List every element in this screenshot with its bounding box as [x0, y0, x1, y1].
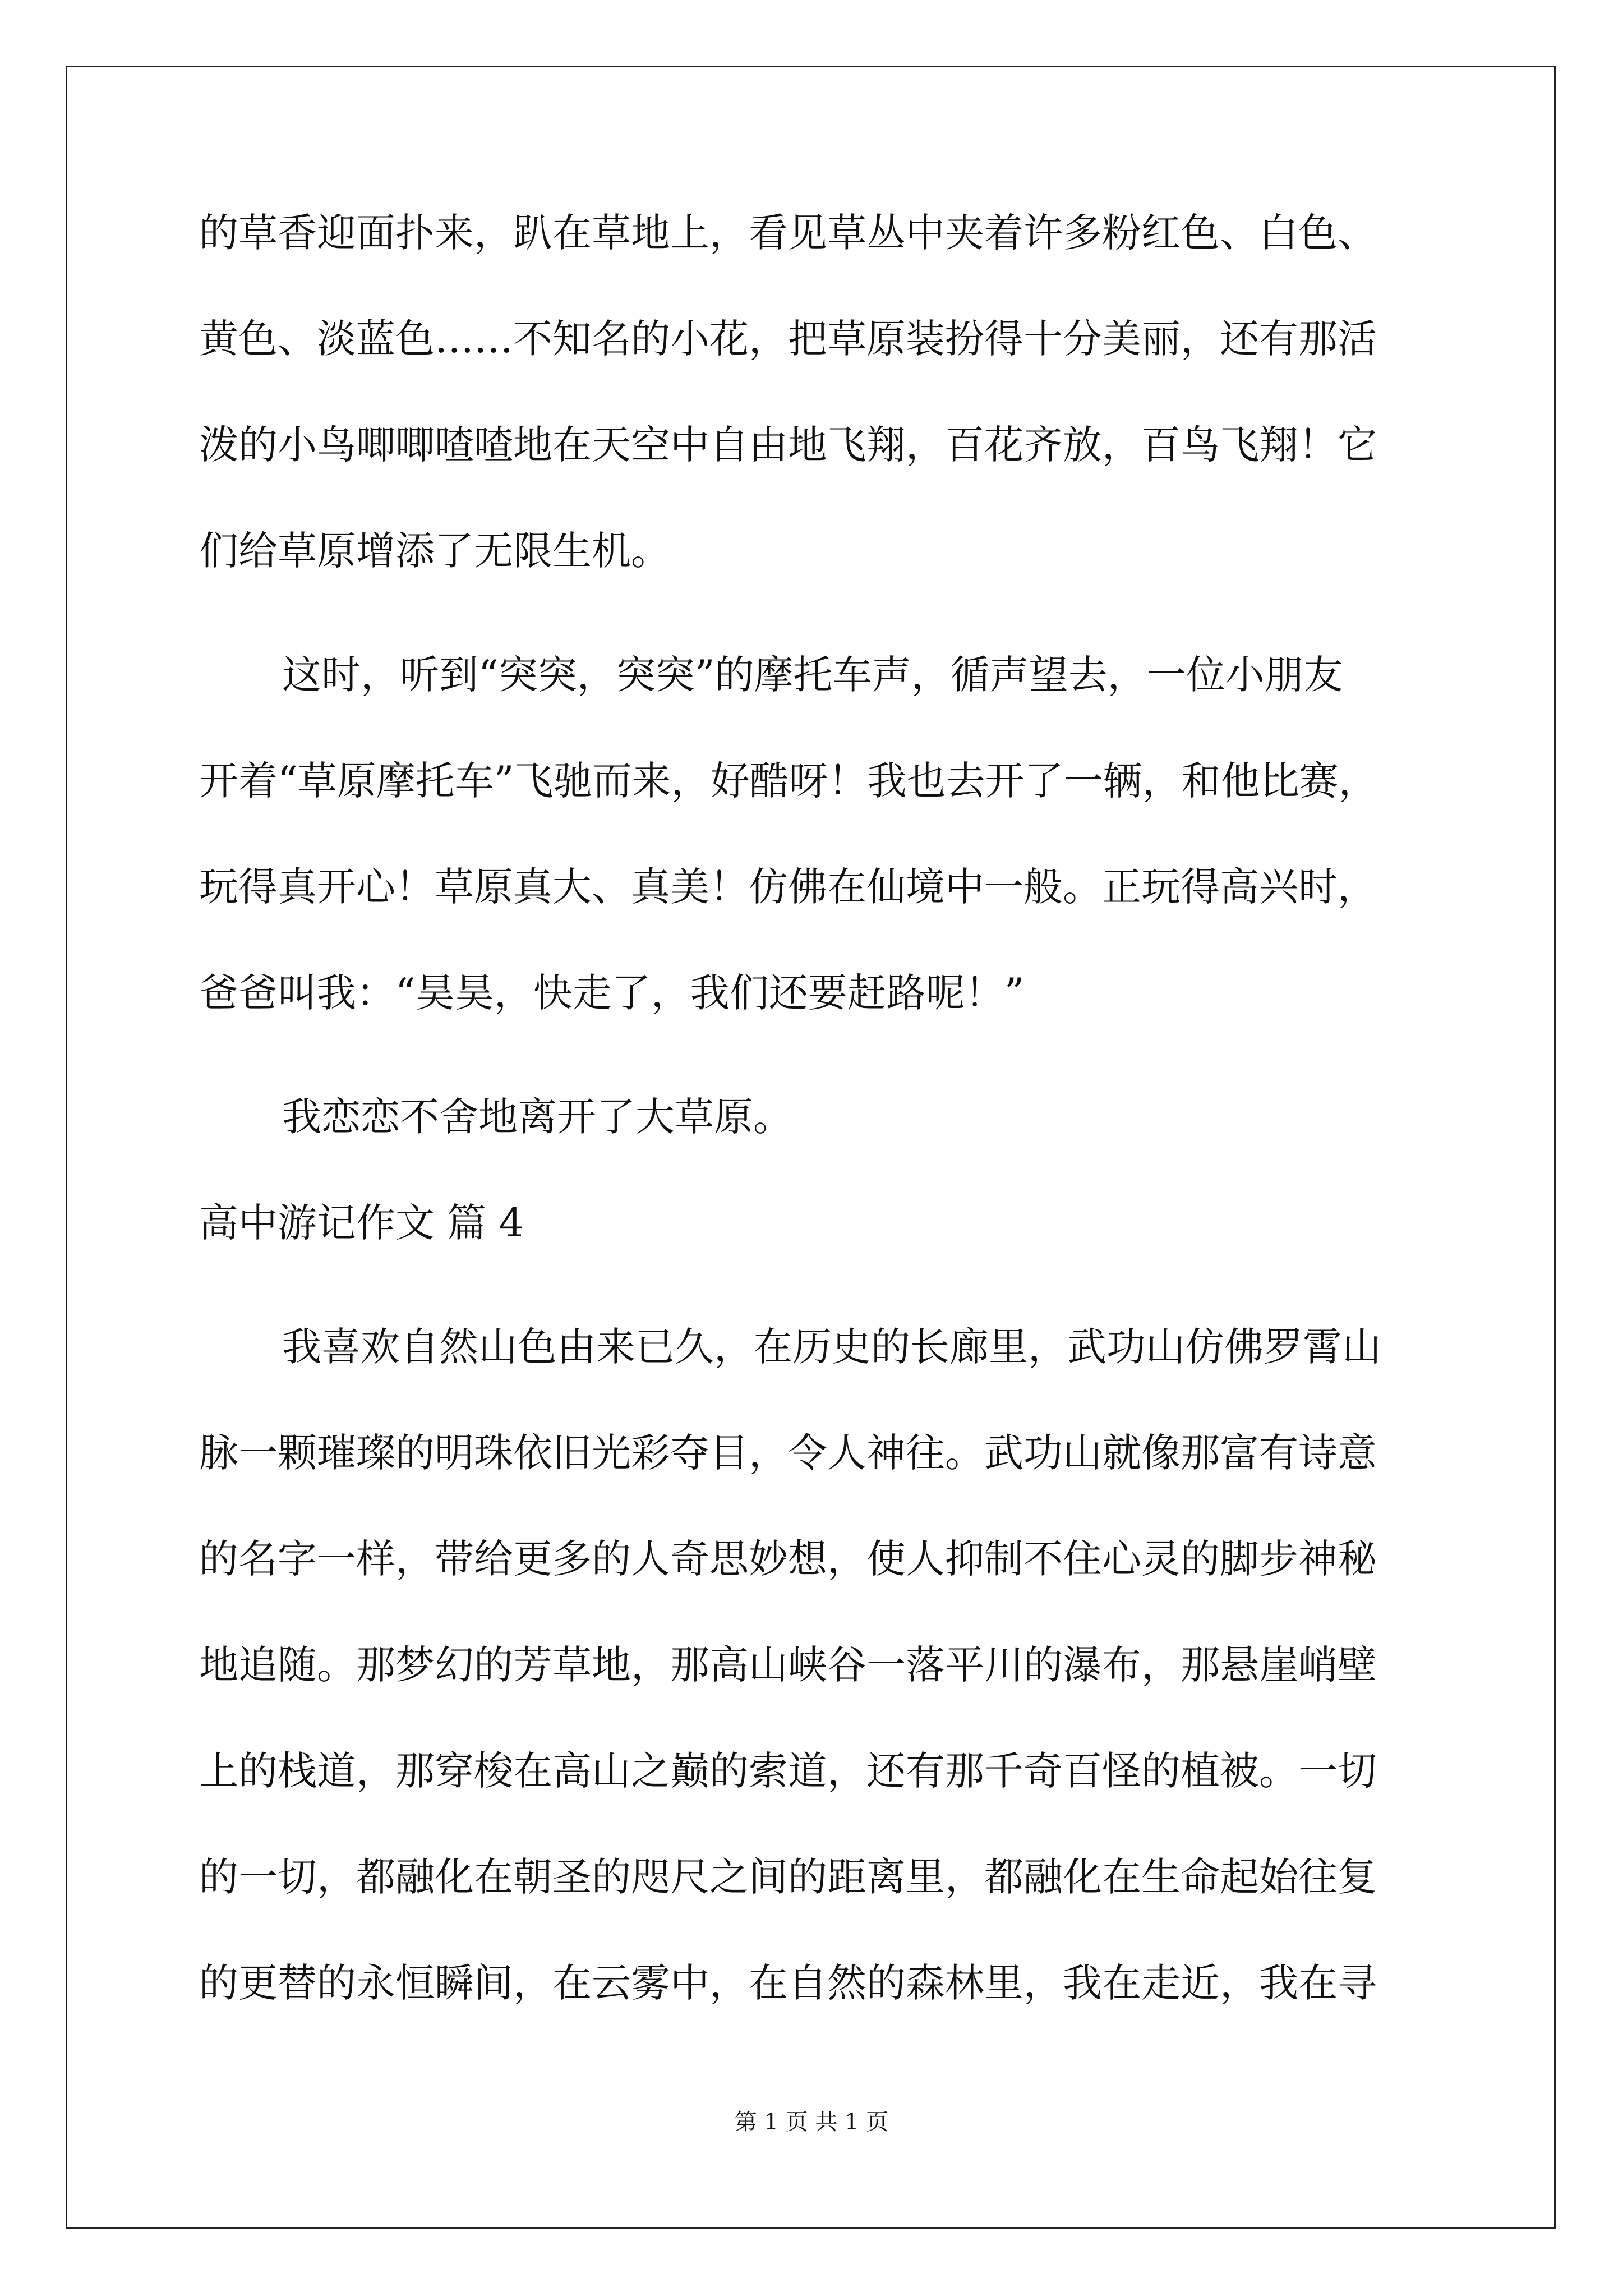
paragraph-line: 我喜欢自然山色由来已久，在历史的长廊里，武功山仿佛罗霄山: [282, 1324, 1381, 1370]
paragraph-line: 的更替的永恒瞬间，在云雾中，在自然的森林里，我在走近，我在寻: [199, 1960, 1377, 2006]
paragraph-line: 开着“草原摩托车”飞驰而来，好酷呀！我也去开了一辆，和他比赛，: [199, 758, 1378, 804]
page-number-footer: 第 1 页 共 1 页: [734, 2109, 889, 2135]
paragraph-line: 的一切，都融化在朝圣的咫尺之间的距离里，都融化在生命起始往复: [199, 1854, 1377, 1900]
paragraph-line: 地追随。那梦幻的芳草地，那高山峡谷一落平川的瀑布，那悬崖峭壁: [199, 1642, 1377, 1688]
paragraph-line: 的名字一样，带给更多的人奇思妙想，使人抑制不住心灵的脚步神秘: [199, 1536, 1377, 1582]
page-border: [66, 66, 1556, 2229]
paragraph-line: 泼的小鸟唧唧喳喳地在天空中自由地飞翔，百花齐放，百鸟飞翔！它: [199, 422, 1377, 468]
section-heading: 高中游记作文 篇 4: [199, 1200, 524, 1246]
paragraph-line: 我恋恋不舍地离开了大草原。: [282, 1094, 792, 1140]
paragraph-line: 的草香迎面扑来，趴在草地上，看见草丛中夹着许多粉红色、白色、: [199, 210, 1377, 256]
paragraph-line: 玩得真开心！草原真大、真美！仿佛在仙境中一般。正玩得高兴时，: [199, 864, 1377, 910]
paragraph-line: 这时，听到“突突，突突”的摩托车声，循声望去，一位小朋友: [282, 652, 1343, 698]
paragraph-line: 黄色、淡蓝色……不知名的小花，把草原装扮得十分美丽，还有那活: [199, 316, 1377, 362]
paragraph-line: 爸爸叫我：“昊昊，快走了，我们还要赶路呢！”: [199, 970, 1025, 1016]
paragraph-line: 们给草原增添了无限生机。: [199, 528, 670, 574]
paragraph-line: 脉一颗璀璨的明珠依旧光彩夺目，令人神往。武功山就像那富有诗意: [199, 1430, 1377, 1476]
paragraph-line: 上的栈道，那穿梭在高山之巅的索道，还有那千奇百怪的植被。一切: [199, 1748, 1377, 1794]
